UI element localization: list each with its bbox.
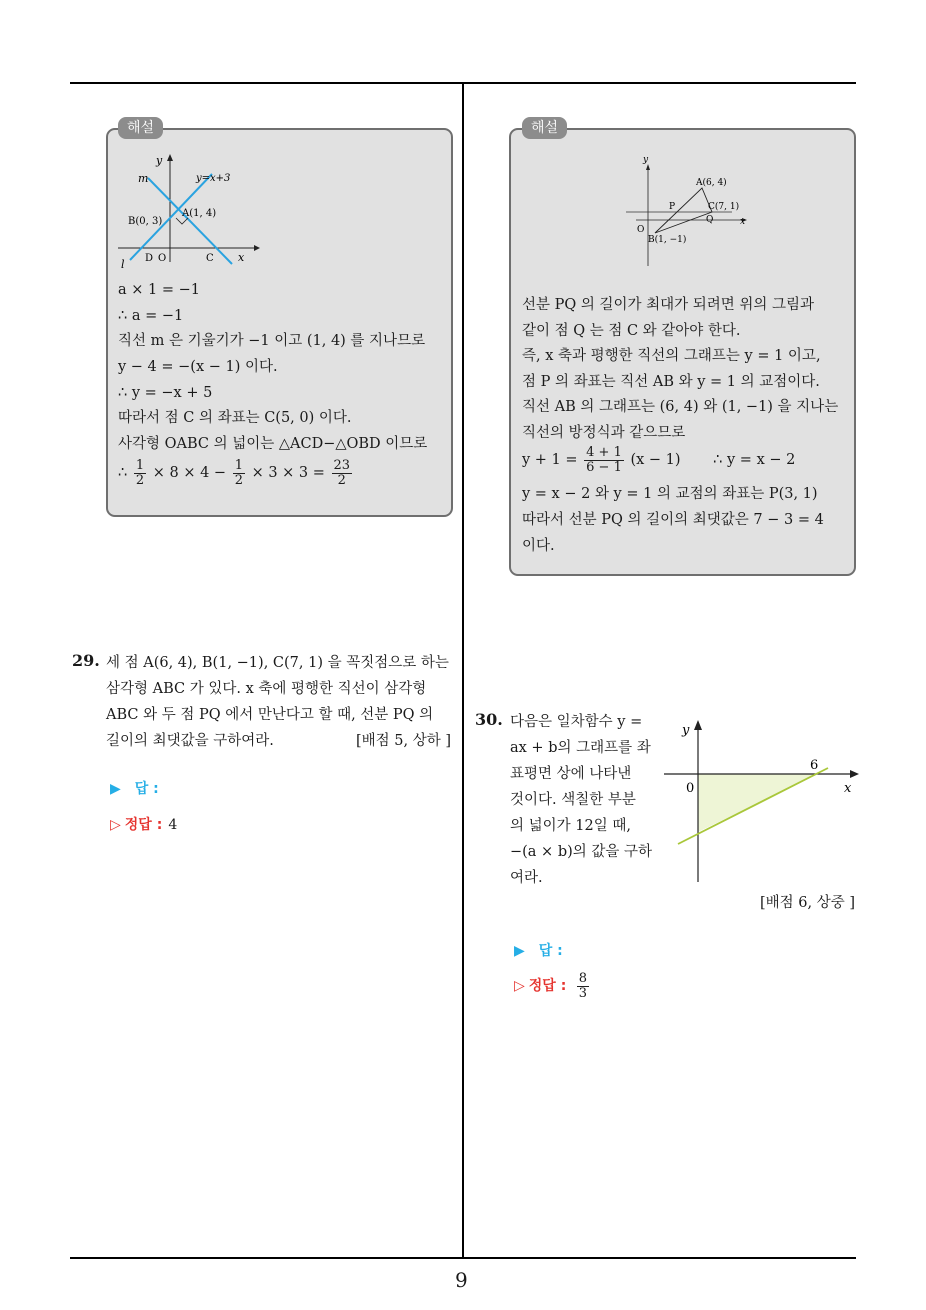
q30-line-3: 표평면 상에 나타낸 [510,766,632,782]
q29-correct-value: 4 [168,817,178,833]
left-solution-line-1: a × 1 = −1 [118,282,200,298]
right-solution-line-2: 같이 점 Q 는 점 C 와 같아야 한다. [522,323,741,339]
graph-label-x: x [238,251,245,264]
right-solution-graph [618,152,754,270]
eq-right: (x − 1) [630,452,681,468]
right-solution-line-7: y = x − 2 와 y = 1 의 교점의 좌표는 P(3, 1) [522,486,818,502]
q30-line-2: ax + b의 그래프를 좌 [510,740,651,756]
q30-answer-label: 답 : [538,943,563,959]
left-solution-tag: 해설 [118,117,163,139]
graph-label-y: y [156,154,163,167]
left-solution-final [118,458,354,488]
q30-graph-label-0: 0 [686,781,695,796]
q30-graph-label-6: 6 [810,758,819,773]
answer-triangle-icon: ▶ [514,943,525,959]
q29-points: [배점 5, 상하 ] [356,733,452,749]
q30-line-1: 다음은 일차함수 y = [510,714,643,730]
graph-label-B: B(1, −1) [648,235,687,245]
final-mid-2: × 3 × 3 = [251,465,325,481]
final-mid-1: × 8 × 4 − [152,465,227,481]
graph-label-Q: Q [706,215,714,225]
q30-correct-fraction: $\frac{8}{3}$ [578,970,588,1001]
q30-graph [660,716,866,886]
q29-line-2: 삼각형 ABC 가 있다. x 축에 평행한 직선이 삼각형 [106,681,427,697]
right-solution-line-1: 선분 PQ 의 길이가 최대가 되려면 위의 그림과 [522,297,815,313]
eq-left: y + 1 = [522,452,578,468]
right-solution-line-6: 직선의 방정식과 같으므로 [522,425,686,441]
answer-triangle-icon: ▶ [110,781,121,797]
column-divider [462,82,464,1259]
left-solution-line-3: 직선 m 은 기울기가 −1 이고 (1, 4) 를 지나므로 [118,333,426,349]
q29-answer-row[interactable] [110,778,159,798]
graph-label-l: l [121,258,125,270]
q30-correct-label: 정답 : [528,978,567,994]
left-solution-line-7: 사각형 OABC 의 넓이는 △ACD−△OBD 이므로 [118,436,428,452]
graph-label-A: A(1, 4) [182,208,217,219]
q29-line-1: 세 점 A(6, 4), B(1, −1), C(7, 1) 을 꼭짓점으로 하는 [106,655,449,671]
left-solution-line-4: y − 4 = −(x − 1) 이다. [118,359,278,375]
graph-label-y: y [643,155,649,165]
correct-triangle-icon: ▷ [514,978,525,994]
right-solution-line-9: 이다. [522,538,555,554]
graph-label-line: y=x+3 [196,173,231,184]
fraction-1: $\frac{1}{2}$ [135,457,145,488]
page-number: 9 [455,1268,468,1292]
q29-line-4: 길이의 최댓값을 구하여라. [106,733,274,749]
graph-label-O: O [637,225,645,235]
graph-label-C: C [206,253,214,264]
q29-answer-label: 답 : [134,781,159,797]
q29-number: 29. [72,651,100,670]
q30-points: [배점 6, 상중 ] [760,895,856,911]
final-prefix: ∴ [118,465,128,481]
q29-line-3: ABC 와 두 점 PQ 에서 만난다고 할 때, 선분 PQ 의 [106,707,434,723]
correct-triangle-icon: ▷ [110,817,121,833]
q30-graph-label-x: x [844,781,852,796]
graph-label-P: P [669,202,676,212]
graph-label-A: A(6, 4) [696,178,727,188]
fraction-3: $\frac{23}{2}$ [333,457,351,488]
graph-label-B: B(0, 3) [128,216,163,227]
q30-line-4: 것이다. 색칠한 부분 [510,792,636,808]
right-solution-tag: 해설 [522,117,567,139]
eq-fraction: $\frac{4 + 1}{6 - 1}$ [586,444,622,475]
graph-label-x: x [740,217,746,227]
q29-correct-row [110,814,177,834]
q30-line-7: 여라. [510,870,543,886]
fraction-2: $\frac{1}{2}$ [234,457,243,488]
right-solution-line-5: 직선 AB 의 그래프는 (6, 4) 와 (1, −1) 을 지나는 [522,399,839,415]
graph-label-m: m [138,172,149,185]
q30-line-5: 의 넓이가 12일 때, [510,818,631,834]
eq-therefore: ∴ y = x − 2 [713,452,796,468]
left-solution-graph [112,152,262,270]
q30-number: 30. [475,710,503,729]
graph-label-O: O [158,253,167,264]
right-solution-line-4: 점 P 의 좌표는 직선 AB 와 y = 1 의 교점이다. [522,374,820,390]
graph-label-D: D [145,253,154,264]
q30-answer-row[interactable] [514,940,563,960]
q30-graph-label-y: y [682,723,690,738]
q30-correct-row [514,968,591,1004]
right-solution-line-8: 따라서 선분 PQ 의 길이의 최댓값은 7 − 3 = 4 [522,512,824,528]
right-solution-line-3: 즉, x 축과 평행한 직선의 그래프는 y = 1 이고, [522,348,821,364]
left-solution-line-6: 따라서 점 C 의 좌표는 C(5, 0) 이다. [118,410,352,426]
q30-line-6: −(a × b)의 값을 구하 [510,844,653,860]
left-solution-line-5: ∴ y = −x + 5 [118,385,213,401]
right-solution-eq [522,444,795,476]
left-solution-line-2: ∴ a = −1 [118,308,184,324]
graph-label-C: C(7, 1) [708,202,740,212]
q29-correct-label: 정답 : [124,817,163,833]
